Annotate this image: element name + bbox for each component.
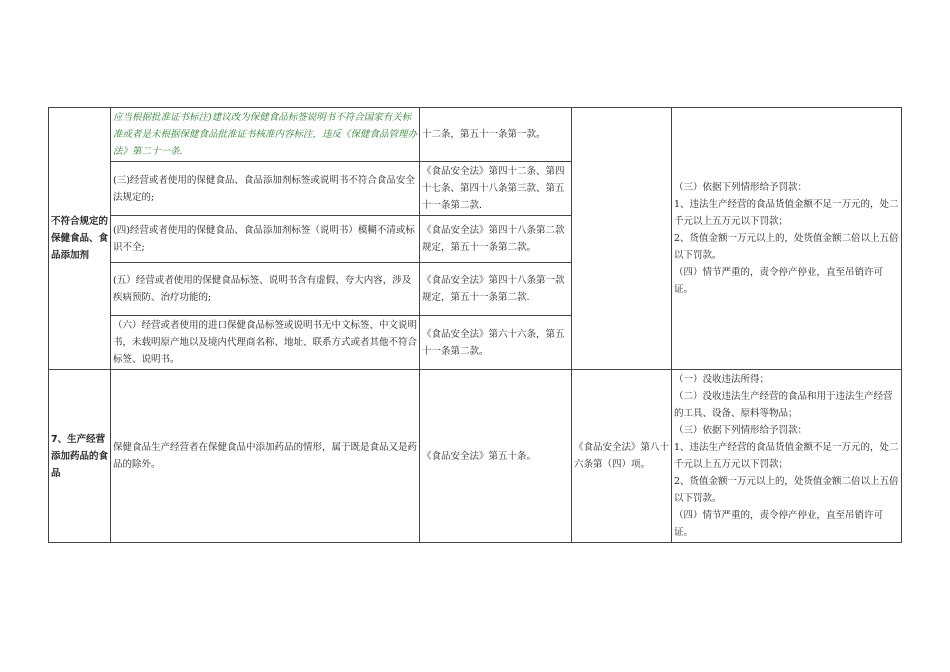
penalty-cell — [672, 370, 902, 543]
basis-cell: 十二条，第五十一条第一款。 — [420, 108, 572, 162]
penalty-cell — [672, 108, 902, 370]
behavior-cell: 应当根据批准证书标注)建议改为保健食品标签说明书不符合国家有关标准或者是未根据保健食品批准证书核准内容标注，违反《保健食品管理办法》第二十一条. — [111, 108, 420, 162]
table-row — [49, 108, 902, 162]
penalty-line: （四）情节严重的，责令停产停业，直至吊销许可证。 — [674, 267, 884, 295]
category-cell: 不符合规定的保健食品、食品添加剂 — [49, 108, 111, 370]
penalty-line: （一）没收违法所得； — [674, 374, 770, 385]
behavior-cell: (五）经营或者使用的保健食品标签、说明书含有虚假、夸大内容，涉及疾病预防、治疗功能的; — [111, 263, 420, 316]
penalty-basis-cell — [572, 108, 672, 370]
basis-cell: 《食品安全法》第四十二条、第四十七条、第四十八条第三款、第五十一条第二款. — [420, 162, 572, 216]
category-cell: 7、生产经营添加药品的食品 — [49, 370, 111, 543]
basis-cell: 《食品安全法》第六十六条，第五十一条第二款。 — [420, 316, 572, 370]
penalty-line: 2、货值金额一万元以上的，处货值金额二倍以上五倍以下罚款。 — [674, 476, 899, 504]
penalty-line: 1、违法生产经营的食品货值金额不足一万元的，处二千元以上五万元以下罚款； — [674, 199, 899, 227]
basis-cell: 《食品安全法》第四十八条第二款规定，第五十一条第二款。 — [420, 216, 572, 263]
behavior-cell: (四)经营或者使用的保健食品、食品添加剂标签（说明书）模糊不清或标识不全; — [111, 216, 420, 263]
behavior-cell: （六）经营或者使用的进口保健食品标签或说明书无中文标签、中文说明书，未载明原产地以及境内代理商名称、地址、联系方式或者其他不符合标签、说明书。 — [111, 316, 420, 370]
basis-cell: 《食品安全法》第五十条。 — [420, 370, 572, 543]
penalty-line: （三）依据下列情形给予罚款： — [674, 182, 808, 193]
regulation-table — [48, 107, 902, 543]
table-row — [49, 370, 902, 543]
basis-cell: 《食品安全法》第四十八条第一款规定，第五十一条第二款. — [420, 263, 572, 316]
penalty-line: （二）没收违法生产经营的食品和用于违法生产经营的工具、设备、原料等物品； — [674, 391, 893, 419]
penalty-line: 1、违法生产经营的食品货值金额不足一万元的，处二千元以上五万元以下罚款； — [674, 442, 899, 470]
penalty-line: （四）情节严重的，责令停产停业，直至吊销许可证。 — [674, 510, 884, 538]
penalty-line: 2、货值金额一万元以上的，处货值金额二倍以上五倍以下罚款。 — [674, 233, 899, 261]
penalty-line: （三）依据下列情形给予罚款： — [674, 425, 808, 436]
behavior-cell: 保健食品生产经营者在保健食品中添加药品的情形，属于既是食品又是药品的除外。 — [111, 370, 420, 543]
penalty-basis-cell: 《食品安全法》第八十六条第（四）项。 — [572, 370, 672, 543]
behavior-cell: (三)经营或者使用的保健食品、食品添加剂标签或说明书不符合食品安全法规定的; — [111, 162, 420, 216]
